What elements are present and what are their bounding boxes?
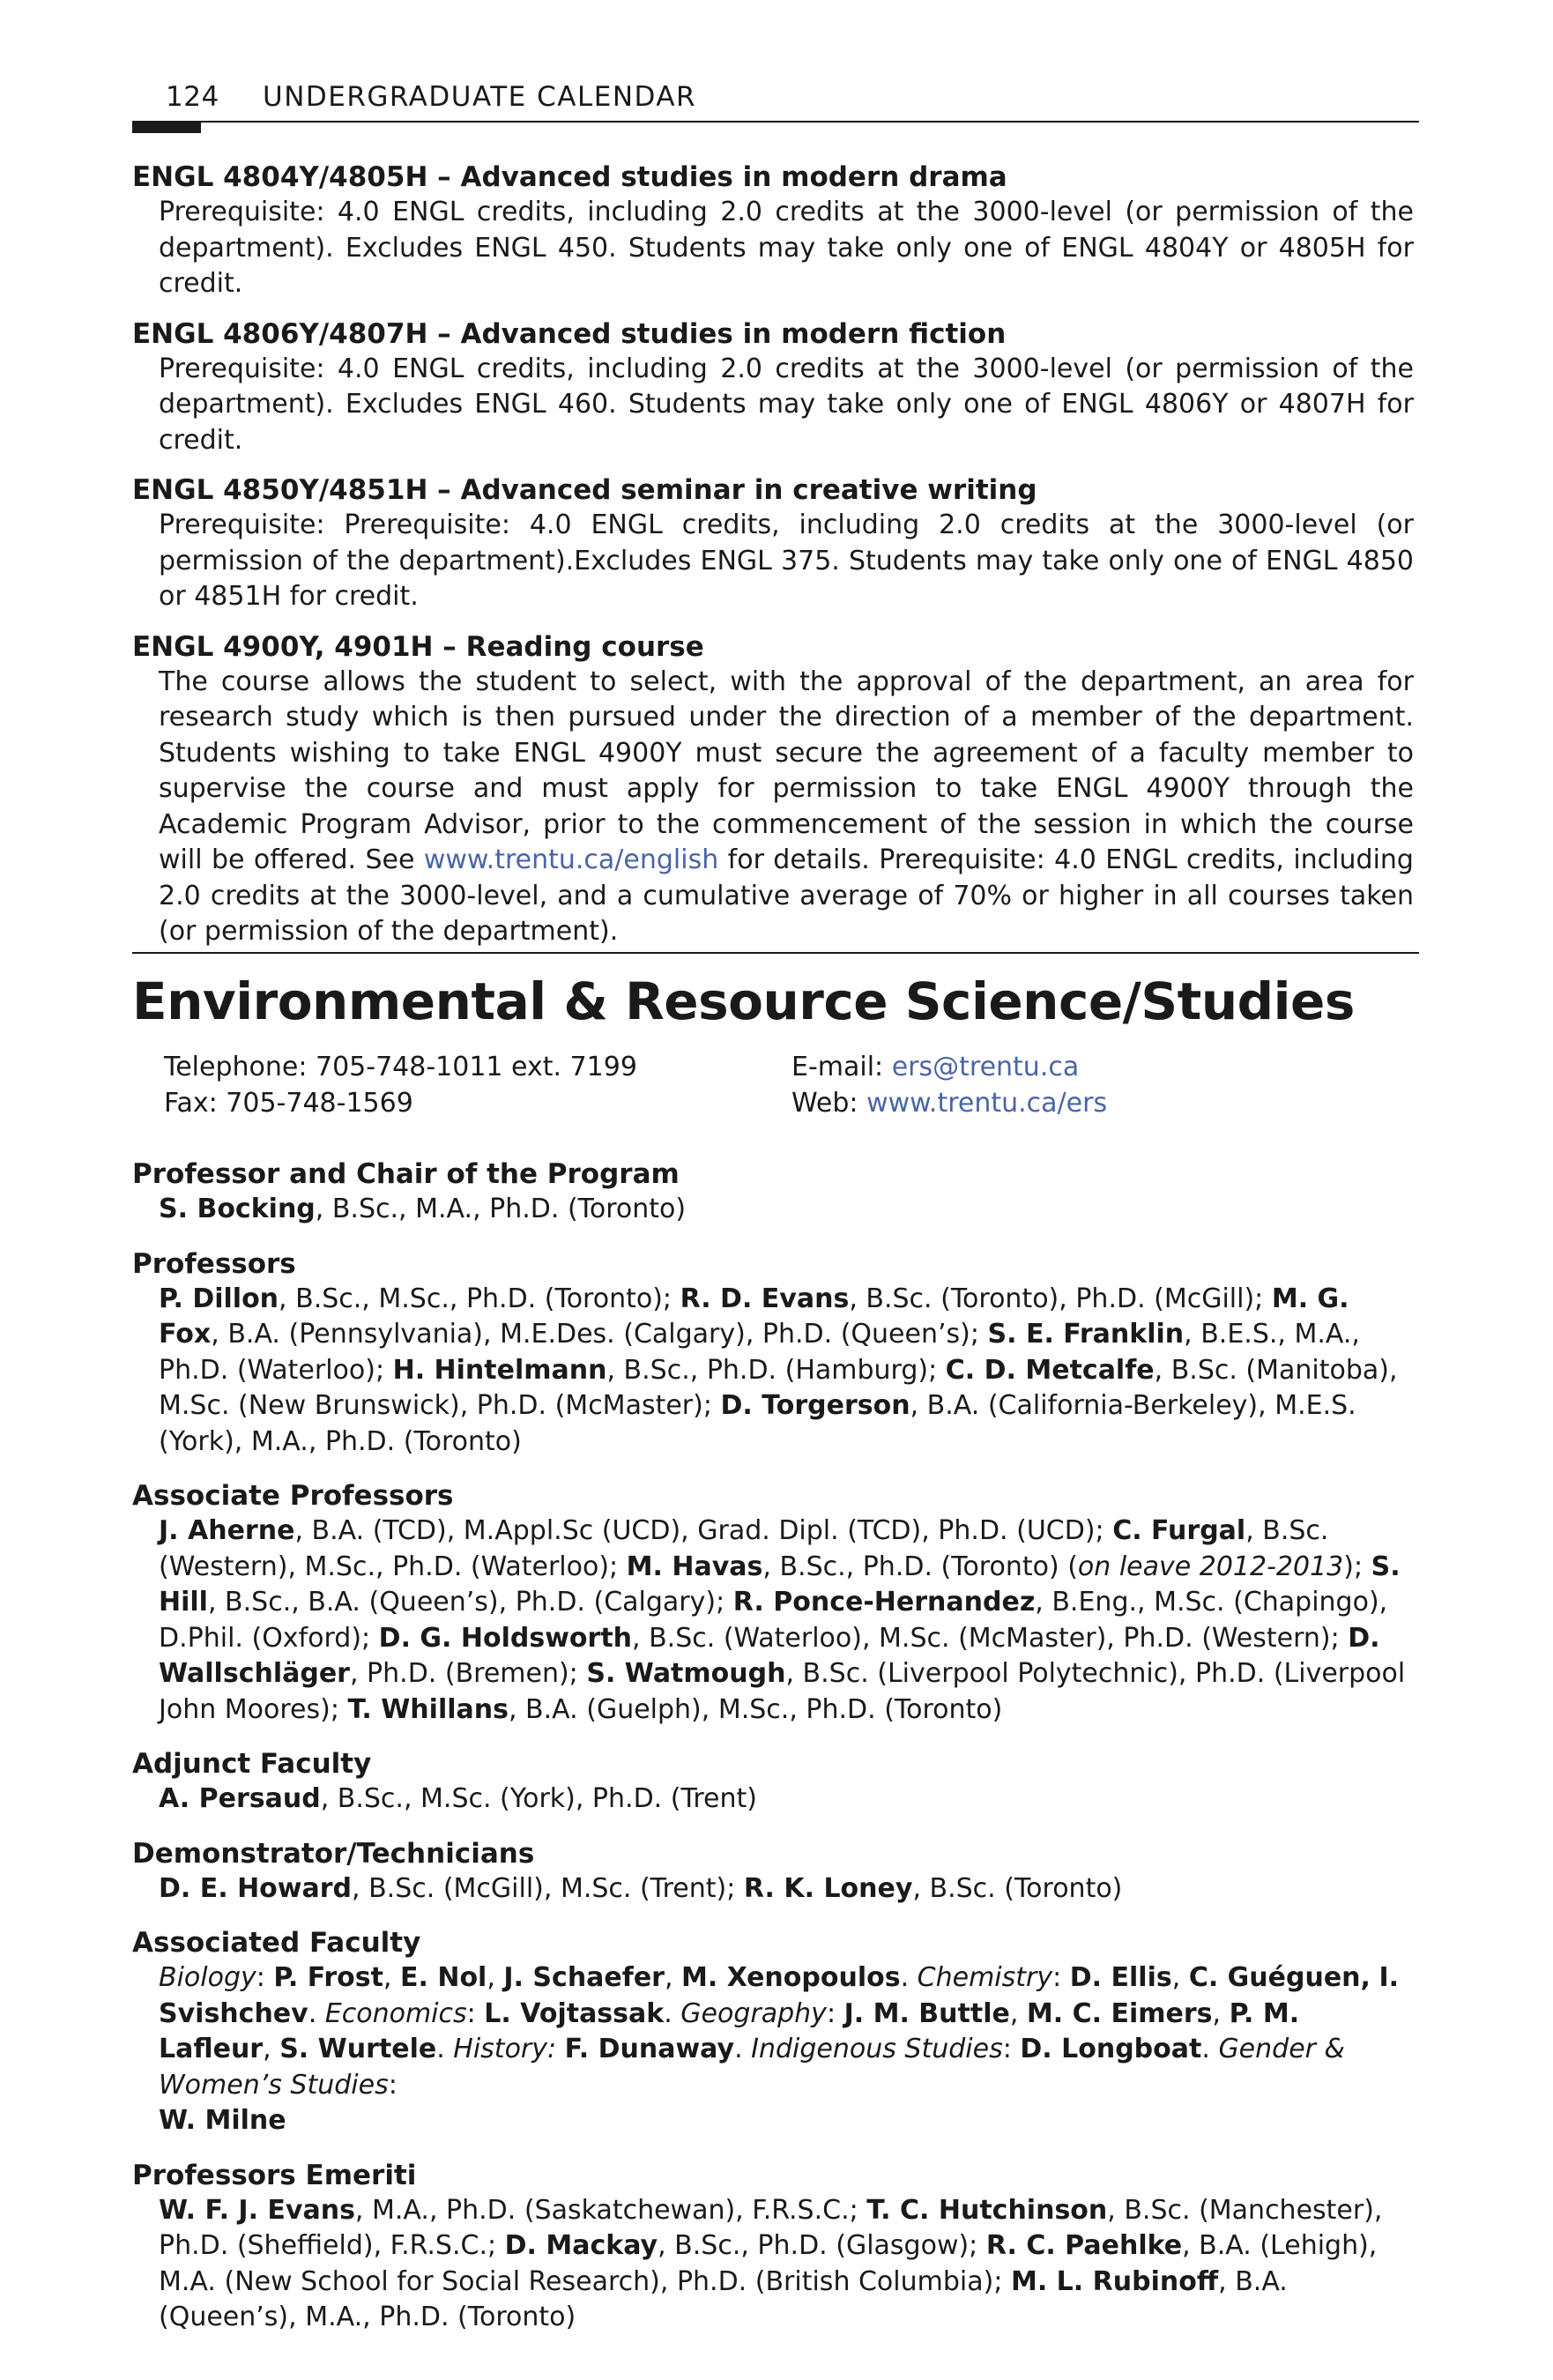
course-description: Prerequisite: 4.0 ENGL credits, including 2.0 credits at the 3000-level (or permission of the department). Excludes ENGL 460. Students may take only one of ENGL 4806Y or 4807H for credit. xyxy=(159,353,1414,456)
group-title: Professors xyxy=(132,1247,296,1280)
faculty-name: M. Havas xyxy=(626,1551,763,1582)
faculty-credentials: , B.E.S., M.A., Ph.D. (Waterloo); xyxy=(159,1319,1360,1386)
faculty-name: F. Dunaway xyxy=(564,2034,735,2064)
faculty-name: S. Wurtele xyxy=(279,2034,437,2064)
course-title: ENGL 4806Y/4807H – Advanced studies in modern fiction xyxy=(132,317,1007,350)
group-body xyxy=(132,1781,1419,1818)
course-entry xyxy=(132,629,1419,950)
group-body xyxy=(132,1282,1419,1461)
faculty-name: J. Schaefer xyxy=(503,1962,665,1993)
faculty-credentials: , B.Sc. (Manchester), Ph.D. (Sheffield), F.R.S.C.; xyxy=(159,2194,1383,2261)
faculty-name: D. Torgerson xyxy=(720,1390,910,1421)
faculty-name: D. G. Holdsworth xyxy=(378,1622,633,1654)
faculty-name: D. Wallschläger xyxy=(159,1622,1380,1689)
description-text: for details. Prerequisite: 4.0 ENGL credits, including 2.0 credits at the 3000-level, and a cumulative average of 70% or higher in all courses taken (or permission of the department). xyxy=(159,844,1414,947)
separator: : xyxy=(388,2069,398,2101)
faculty-name: P. Dillon xyxy=(159,1283,279,1314)
faculty-credentials: , B.A. (California-Berkeley), M.E.S. (York), M.A., Ph.D. (Toronto) xyxy=(159,1390,1356,1457)
faculty-name: M. C. Eimers xyxy=(1026,1997,1213,2029)
group-body xyxy=(132,1871,1419,1908)
course-title: ENGL 4850Y/4851H – Advanced seminar in creative writing xyxy=(132,474,1037,506)
faculty-credentials: , B.Sc., Ph.D. (Hamburg); xyxy=(606,1354,946,1386)
faculty-name: D. Ellis xyxy=(1069,1962,1172,1993)
faculty-list xyxy=(132,1157,1419,2354)
faculty-name: A. Persaud xyxy=(159,1783,321,1814)
faculty-credentials: , B.Sc. (Western), M.Sc., Ph.D. (Waterloo); xyxy=(159,1515,1329,1582)
faculty-name: J. Aherne xyxy=(159,1515,295,1546)
group-title: Demonstrator/Technicians xyxy=(132,1837,535,1870)
separator: : xyxy=(826,1997,844,2029)
section-title: Environmental & Resource Science/Studies xyxy=(132,971,1355,1031)
department-name: Gender & Women’s Studies xyxy=(159,2034,1345,2101)
leave-note: on leave 2012-2013 xyxy=(1077,1551,1344,1582)
group-title: Associate Professors xyxy=(132,1480,454,1512)
faculty-name: R. C. Paehlke xyxy=(985,2230,1183,2261)
course-list xyxy=(132,160,1419,964)
department-name: Economics xyxy=(324,1997,467,2029)
course-description: Prerequisite: Prerequisite: 4.0 ENGL credits, including 2.0 credits at the 3000-level (or permission of the department).Excludes ENGL 375. Students may take only one of ENGL 4850 or 4851H for credit. xyxy=(159,509,1414,612)
faculty-name: D. Longboat xyxy=(1020,2034,1202,2064)
faculty-credentials: , B.Sc. (Manitoba), M.Sc. (New Brunswick), Ph.D. (McMaster); xyxy=(159,1354,1398,1421)
faculty-name: S. Bocking xyxy=(159,1194,316,1224)
separator: : xyxy=(1052,1962,1070,1993)
faculty-name: E. Nol xyxy=(400,1962,487,1993)
faculty-name: P. M. Lafleur xyxy=(159,1997,1300,2064)
telephone: Telephone: 705-748-1011 ext. 7199 xyxy=(164,1052,637,1082)
faculty-credentials: , B.Eng., M.Sc. (Chapingo), D.Phil. (Oxford); xyxy=(159,1587,1388,1654)
department-name: Biology xyxy=(159,1962,256,1993)
course-entry xyxy=(132,472,1419,615)
faculty-name: J. M. Buttle xyxy=(843,1997,1010,2029)
faculty-credentials: , M.A., Ph.D. (Saskatchewan), F.R.S.C.; xyxy=(354,2194,867,2226)
course-entry xyxy=(132,160,1419,302)
faculty-credentials: , B.Sc. (Toronto) xyxy=(912,1872,1123,1904)
department-name: Indigenous Studies xyxy=(751,2034,1003,2064)
running-title: UNDERGRADUATE CALENDAR xyxy=(263,81,697,113)
faculty-name: M. Xenopoulos xyxy=(681,1962,901,1993)
faculty-credentials: , B.Sc., M.Sc. (York), Ph.D. (Trent) xyxy=(320,1783,757,1814)
running-header xyxy=(132,81,1419,125)
separator: : xyxy=(466,1997,485,2029)
faculty-credentials: , Ph.D. (Bremen); xyxy=(349,1658,587,1689)
faculty-credentials: ); xyxy=(1343,1551,1371,1582)
faculty-name: C. Furgal xyxy=(1112,1515,1246,1546)
separator: : xyxy=(256,1962,274,1993)
department-name: Chemistry xyxy=(917,1962,1053,1993)
faculty-name: I. Svishchev xyxy=(159,1962,1400,2029)
faculty-name: S. Watmough xyxy=(586,1658,786,1689)
email-line xyxy=(791,1049,1107,1085)
faculty-name: S. Hill xyxy=(159,1551,1401,1618)
header-tab-bar xyxy=(132,121,201,133)
header-rule xyxy=(132,121,1419,123)
department-name: Geography xyxy=(680,1997,827,2029)
description-text: The course allows the student to select, with the approval of the department, an area for research study which is then pursued under the direction of a member of the department. Students wishing to take ENGL 4900Y must secure the agreement of a faculty member to supervise the course and must apply for permission to take ENGL 4900Y through the Academic Program Advisor, prior to the commencement of the session in which the course will be offered. See xyxy=(159,666,1414,875)
web-label: Web: xyxy=(791,1088,858,1119)
faculty-name: D. E. Howard xyxy=(159,1872,353,1904)
faculty-group-professors xyxy=(132,1246,1419,1461)
faculty-credentials: , B.Sc. (Waterloo), M.Sc. (McMaster), Ph.D. (Western); xyxy=(632,1622,1349,1654)
group-body xyxy=(132,1514,1419,1728)
course-entry xyxy=(132,316,1419,459)
group-body xyxy=(132,1192,1419,1228)
group-body: Biology: P. Frost, E. Nol, J. Schaefer, M. Xenopoulos. Chemistry: D. Ellis, C. Guéguen, I. Svishchev. Economics: L. Vojtassak. Geography: J. M. Buttle, M. C. Eimers, P. M. Lafleur, S. Wurtele. History: F. Dunaway. Indigenous Studies: D. Longboat. Gender & Women’s Studies: W. Milne xyxy=(159,1962,1400,2136)
group-title: Associated Faculty xyxy=(132,1927,421,1959)
course-title: ENGL 4900Y, 4901H – Reading course xyxy=(132,630,704,663)
calendar-page xyxy=(132,0,1419,2380)
faculty-name: P. Frost xyxy=(273,1962,383,1993)
english-web-link[interactable]: www.trentu.ca/english xyxy=(423,844,719,875)
faculty-credentials: , B.A. (Guelph), M.Sc., Ph.D. (Toronto) xyxy=(508,1693,1003,1725)
page-number: 124 xyxy=(166,81,219,113)
email-link[interactable]: ers@trentu.ca xyxy=(891,1052,1080,1082)
contact-phone-fax xyxy=(164,1049,637,1121)
web-line xyxy=(791,1085,1107,1121)
faculty-name: R. K. Loney xyxy=(743,1872,913,1904)
faculty-name: T. Whillans xyxy=(347,1693,509,1725)
faculty-credentials: , B.A. (Lehigh), M.A. (New School for Social Research), Ph.D. (British Columbia); xyxy=(159,2230,1378,2297)
faculty-name: S. E. Franklin xyxy=(987,1319,1185,1350)
course-description xyxy=(132,665,1419,950)
faculty-credentials: , B.Sc., B.A. (Queen’s), Ph.D. (Calgary); xyxy=(207,1587,733,1618)
faculty-name: R. Ponce-Hernandez xyxy=(732,1587,1036,1618)
faculty-name: L. Vojtassak xyxy=(484,1997,665,2029)
separator: : xyxy=(1002,2034,1021,2064)
faculty-name: D. Mackay xyxy=(504,2230,658,2261)
faculty-credentials: , B.Sc., Ph.D. (Toronto) ( xyxy=(762,1551,1078,1582)
faculty-credentials: , B.A. (Queen’s), M.A., Ph.D. (Toronto) xyxy=(159,2265,1288,2332)
faculty-name: H. Hintelmann xyxy=(392,1354,607,1386)
faculty-name: M. L. Rubinoff xyxy=(1010,2265,1219,2297)
course-description: Prerequisite: 4.0 ENGL credits, including 2.0 credits at the 3000-level (or permission of the department). Excludes ENGL 450. Students may take only one of ENGL 4804Y or 4805H for credit. xyxy=(159,197,1414,299)
group-title: Professor and Chair of the Program xyxy=(132,1158,680,1190)
faculty-credentials: , B.Sc., Ph.D. (Glasgow); xyxy=(658,2230,986,2261)
contact-email-web xyxy=(791,1049,1107,1121)
email-label: E-mail: xyxy=(791,1052,884,1082)
faculty-name: W. F. J. Evans xyxy=(159,2194,355,2226)
group-title: Adjunct Faculty xyxy=(132,1748,372,1780)
faculty-name: R. D. Evans xyxy=(680,1283,850,1314)
web-link[interactable]: www.trentu.ca/ers xyxy=(866,1088,1108,1119)
faculty-credentials: , B.Sc., M.A., Ph.D. (Toronto) xyxy=(315,1194,687,1224)
group-title: Professors Emeriti xyxy=(132,2159,417,2191)
department-name: History: xyxy=(453,2034,557,2064)
faculty-credentials: , B.A. (Pennsylvania), M.E.Des. (Calgary), Ph.D. (Queen’s); xyxy=(211,1319,988,1350)
faculty-name: T. C. Hutchinson xyxy=(866,2194,1108,2226)
faculty-credentials: , B.Sc., M.Sc., Ph.D. (Toronto); xyxy=(279,1283,680,1314)
faculty-group-demonstrators xyxy=(132,1836,1419,1908)
faculty-name: C. D. Metcalfe xyxy=(945,1354,1155,1386)
fax: Fax: 705-748-1569 xyxy=(164,1088,413,1119)
faculty-group-chair xyxy=(132,1157,1419,1228)
section-rule xyxy=(132,952,1419,954)
faculty-credentials: , B.Sc. (McGill), M.Sc. (Trent); xyxy=(352,1872,744,1904)
faculty-group-emeriti xyxy=(132,2158,1419,2336)
course-title: ENGL 4804Y/4805H – Advanced studies in modern drama xyxy=(132,161,1007,193)
group-body xyxy=(132,2193,1419,2336)
faculty-group-associate-professors xyxy=(132,1478,1419,1728)
faculty-name: W. Milne xyxy=(159,2105,286,2136)
faculty-group-associated xyxy=(132,1925,1419,2139)
faculty-credentials: , B.Sc. (Toronto), Ph.D. (McGill); xyxy=(849,1283,1272,1314)
faculty-name: M. G. Fox xyxy=(159,1283,1349,1350)
faculty-group-adjunct xyxy=(132,1746,1419,1818)
faculty-credentials: , B.A. (TCD), M.Appl.Sc (UCD), Grad. Dipl. (TCD), Ph.D. (UCD); xyxy=(294,1515,1113,1546)
faculty-name: C. Guéguen, xyxy=(1188,1962,1371,1993)
faculty-credentials: , B.Sc. (Liverpool Polytechnic), Ph.D. (Liverpool John Moores); xyxy=(159,1658,1406,1725)
